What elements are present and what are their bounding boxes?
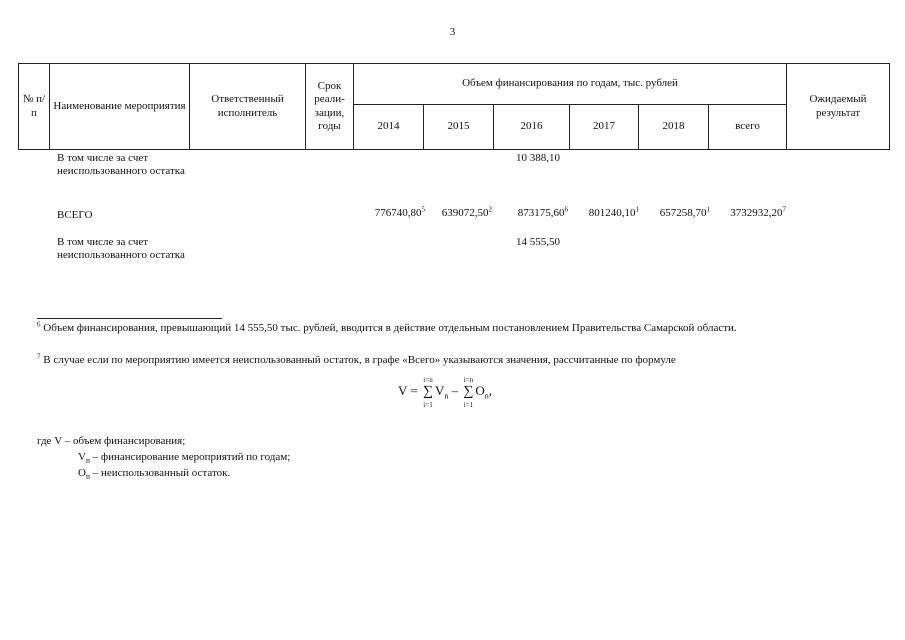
unused-balance-2016-1: 10 388,10 — [516, 152, 560, 164]
unused-balance-label-1: В том числе за счет неиспользованного остатка — [57, 152, 185, 178]
header-term: Срок реали-зации, годы — [306, 64, 354, 150]
total-2018: 657258,70$^1$ — [659, 205, 710, 219]
legend-on: $O_n$ – неиспользованный остаток. — [78, 467, 231, 482]
total-2016: 873175,60$^6$ — [517, 205, 568, 219]
footnote-separator — [37, 318, 222, 319]
total-2017: 801240,10$^1$ — [588, 205, 639, 219]
header-year-2014: 2014 — [354, 105, 424, 150]
header-num: № п/п — [19, 64, 50, 150]
total-2014: 776740,80$^5$ — [374, 205, 425, 219]
unused-balance-label-2: В том числе за счет неиспользованного остатка — [57, 236, 185, 262]
header-year-total: всего — [709, 105, 787, 150]
footnote-6: $^6$ Объем финансирования, превышающий 14 555,50 тыс. рублей, вводится в действие отдельным постановлением Правительства Самарской области. — [37, 320, 737, 334]
total-label: ВСЕГО — [57, 209, 93, 221]
sum-sign-1: ∑ i=n i=1 — [423, 376, 433, 409]
footnote-7: $^7$ В случае если по мероприятию имеется неиспользованный остаток, в графе «Всего» указываются значения, рассчитанные по формуле — [37, 352, 676, 366]
sum-sign-2: ∑ i=n i=1 — [463, 376, 474, 409]
header-name: Наименование мероприятия — [50, 64, 190, 150]
header-result: Ожидаемый результат — [787, 64, 890, 150]
header-year-2018: 2018 — [639, 105, 709, 150]
total-all: 3732932,20$^7$ — [730, 205, 786, 219]
header-year-2016: 2016 — [494, 105, 570, 150]
header-executor: Ответственный исполнитель — [190, 64, 306, 150]
header-year-2015: 2015 — [424, 105, 494, 150]
funding-table — [18, 63, 890, 150]
formula: V = ∑ i=n i=1 $V_n$ – ∑ i=n i=1 $O_n$, — [398, 376, 493, 409]
legend-vn: $V_n$ – финансирование мероприятий по годам; — [78, 451, 291, 466]
header-funding: Объем финансирования по годам, тыс. рублей — [354, 64, 787, 105]
header-year-2017: 2017 — [570, 105, 639, 150]
page-number: 3 — [449, 26, 456, 38]
unused-balance-2016-2: 14 555,50 — [516, 236, 560, 248]
legend-v: где V – объем финансирования; — [37, 435, 186, 447]
total-2015: 639072,50$^2$ — [441, 205, 492, 219]
